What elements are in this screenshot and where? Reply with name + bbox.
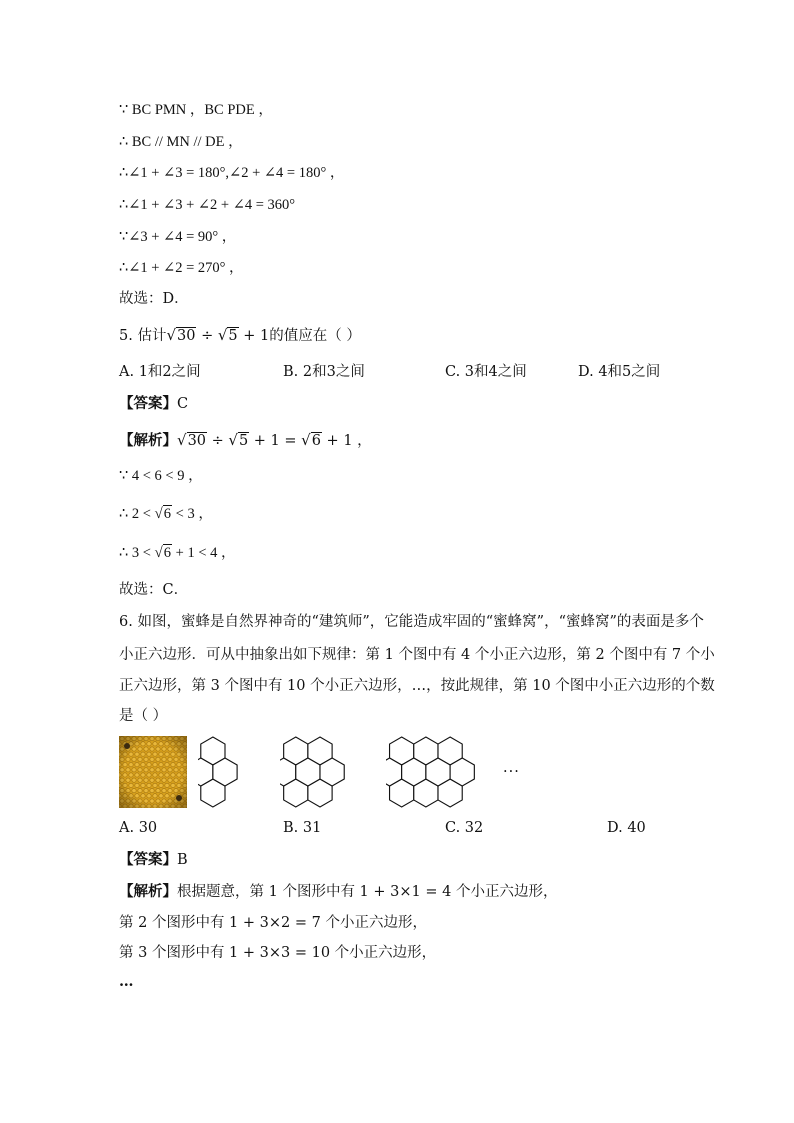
q5-analysis-eq: + 1 = (249, 433, 302, 449)
q5-step-1: ∵ 4 < 6 < 9 ， (119, 468, 203, 484)
q5-answer-value: C (177, 396, 189, 412)
q5-step3-pre: ∴ 3 < (119, 545, 155, 561)
solution-line-2: ∴ BC // MN // DE ， (119, 134, 243, 150)
q6-analysis-tag: 【解析】 (119, 883, 177, 900)
solution-line-6: ∴∠1 + ∠2 = 270° ， (119, 260, 244, 276)
q5-answer (119, 394, 188, 414)
q6-analysis-2: 第 2 个图形中有 1 + 3×2 = 7 个小正六边形， (119, 915, 427, 931)
solution-choice: 故选：D． (119, 291, 189, 307)
q5-choice: 故选：C． (119, 582, 189, 598)
honeycomb-photo (119, 736, 187, 808)
q5-step2-pre: ∴ 2 < (119, 506, 155, 522)
q5-step-2: ∴ 2 < √6 < 3 ， (119, 506, 213, 522)
q5-prefix: 5. 估计 (119, 328, 167, 344)
q5-option-d: D. 4和5之间 (578, 364, 661, 380)
q5-analysis-op: ÷ (207, 433, 229, 449)
q5-option-b: B. 2和3之间 (283, 364, 365, 380)
q5-analysis-end: + 1 ， (321, 433, 372, 449)
q5-step3-radicand: 6 (163, 545, 172, 561)
hexagon-figure-1 (198, 736, 252, 812)
q5-radicand-2: 5 (228, 328, 238, 344)
q6-analysis-3: 第 3 个图形中有 1 + 3×3 = 10 个小正六边形， (119, 945, 437, 961)
solution-line-3: ∴∠1 + ∠3 = 180°,∠2 + ∠4 = 180° ， (119, 165, 345, 181)
q6-answer (119, 850, 188, 870)
q5-option-c: C. 3和4之间 (445, 364, 527, 380)
q6-analysis-4: … (119, 973, 134, 990)
q6-option-d: D. 40 (607, 820, 646, 836)
q5-answer-tag: 【答案】 (119, 395, 177, 412)
question-5: 5. 估计√30 ÷ √5 + 1的值应在（ ） (119, 326, 361, 344)
q5-radicand-1: 30 (177, 328, 196, 344)
q6-option-b: B. 31 (283, 820, 322, 836)
q5-op: ÷ (196, 328, 218, 344)
q6-text-line-1: 6. 如图，蜜蜂是自然界神奇的“建筑师”，它能造成牢固的“蜜蜂窝”，“蜜蜂窝”的表面是多个 (119, 614, 704, 630)
q6-answer-value: B (177, 852, 188, 868)
q6-text-line-4: 是（ ） (119, 708, 168, 724)
q5-analysis-tag: 【解析】 (119, 432, 177, 449)
solution-line-5: ∵∠3 + ∠4 = 90° ， (119, 229, 237, 245)
q5-step3-post: + 1 < 4 ， (172, 545, 236, 561)
solution-line-4: ∴∠1 + ∠3 + ∠2 + ∠4 = 360° (119, 197, 296, 213)
q5-step-3: ∴ 3 < √6 + 1 < 4 ， (119, 545, 236, 561)
q5-step2-radicand: 6 (163, 506, 172, 522)
q6-option-c: C. 32 (445, 820, 484, 836)
hexagon-figure-2 (280, 736, 360, 812)
q5-analysis: 【解析】√30 ÷ √5 + 1 = √6 + 1 ， (119, 431, 372, 449)
q5-step2-post: < 3 ， (172, 506, 213, 522)
hexagon-figure-3 (386, 736, 490, 812)
q5-analysis-r3: 6 (311, 433, 321, 449)
q5-analysis-r1: 30 (187, 433, 207, 449)
q6-figure-ellipsis: ··· (503, 764, 520, 780)
q6-analysis-1 (119, 882, 557, 902)
q6-analysis-text-1: 根据题意，第 1 个图形中有 1 + 3×1 = 4 个小正六边形， (177, 884, 558, 900)
q6-text-line-3: 正六边形，第 3 个图中有 10 个小正六边形，…，按此规律，第 10 个图中小正六边形的个数 (119, 678, 715, 694)
q5-tail: + 1的值应在（ ） (238, 328, 361, 344)
q5-analysis-r2: 5 (238, 433, 249, 449)
q6-text-line-2: 小正六边形．可从中抽象出如下规律：第 1 个图中有 4 个小正六边形，第 2 个图中有 7 个小 (119, 647, 715, 663)
solution-line-1: ∵ BC PMN ，BC PDE ， (119, 102, 273, 118)
q5-option-a: A. 1和2之间 (119, 364, 201, 380)
q6-answer-tag: 【答案】 (119, 851, 177, 868)
q6-option-a: A. 30 (119, 820, 158, 836)
